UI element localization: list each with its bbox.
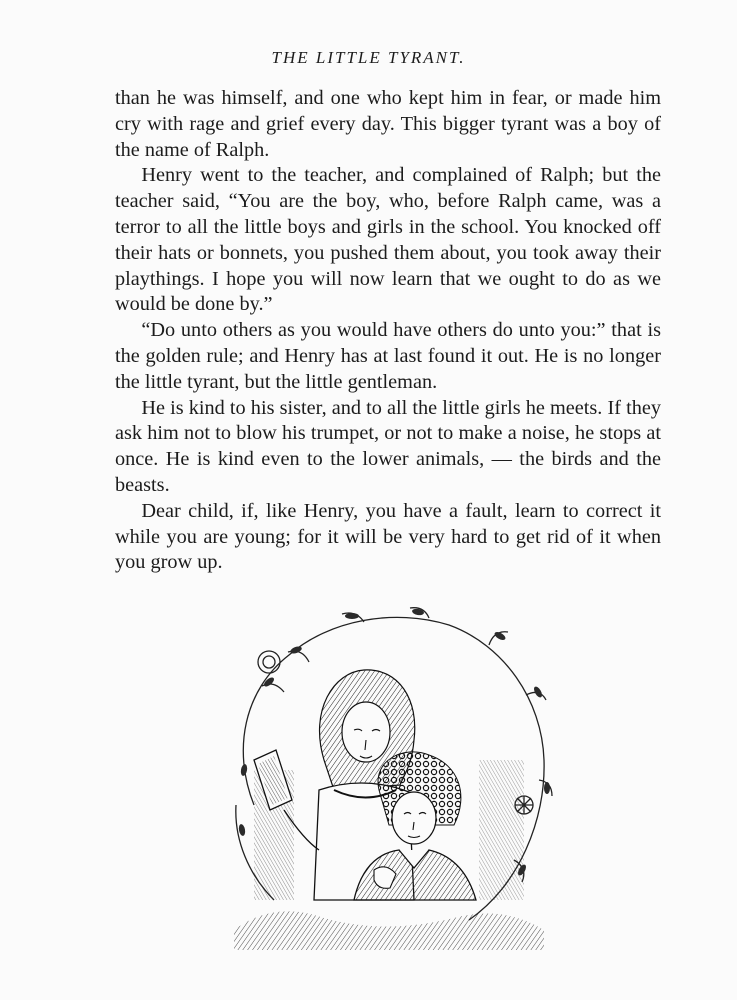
paragraph: Dear child, if, like Henry, you have a fault, learn to correct it while you are young; for it will be very hard to get rid of it when you grow up. [115, 499, 661, 574]
vignette-illustration [214, 600, 554, 950]
paragraph: Henry went to the teacher, and complained of Ralph; but the teacher said, “You are the boy, who, before Ralph came, was a terror to all the little boys and girls in the school. You knocked off their hats or bonnets, you pushed them about, you took away their playthings. I hope you will now learn that we ought to do as we would be done by.” [115, 164, 661, 316]
paragraph: “Do unto others as you would have others do unto you:” that is the golden rule; and Henry has at last found it out. He is no longer the little tyrant, but the little gentleman. [115, 319, 661, 393]
paragraph: He is kind to his sister, and to all the little girls he meets. If they ask him not to blow his trumpet, or not to make a noise, he stops at once. He is kind even to the lower animals, — the birds and the beasts. [115, 396, 661, 496]
engraving-icon [214, 600, 554, 950]
body-text [115, 86, 661, 576]
running-head: THE LITTLE TYRANT. [271, 48, 466, 67]
paragraph: than he was himself, and one who kept him in fear, or made him cry with rage and grief every day. This bigger tyrant was a boy of the name of Ralph. [115, 87, 661, 161]
